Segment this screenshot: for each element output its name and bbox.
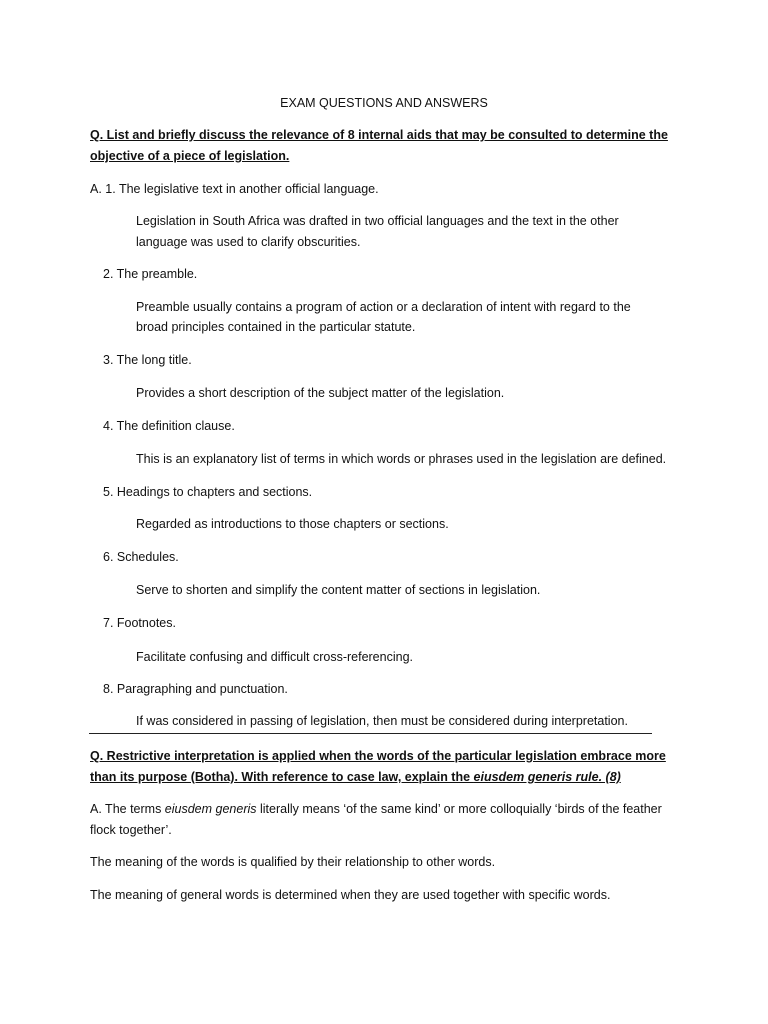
answer-2-line-1 — [90, 801, 662, 817]
answer-item-body: language was used to clarify obscurities. — [136, 235, 361, 249]
answer-2-line-1-end: literally means ‘of the same kind’ or more colloquially ‘birds of the feather — [256, 802, 662, 816]
answer-item-heading: 7. Footnotes. — [103, 616, 176, 630]
answer-2-line-2: flock together’. — [90, 823, 172, 837]
answer-item-heading: 2. The preamble. — [103, 267, 198, 281]
answer-2-paragraph-2: The meaning of the words is qualified by their relationship to other words. — [90, 855, 496, 869]
answer-item-body: Serve to shorten and simplify the content matter of sections in legislation. — [136, 583, 541, 597]
answer-item-body: Provides a short description of the subject matter of the legislation. — [136, 386, 505, 400]
question-2-line-1: Q. Restrictive interpretation is applied when the words of the particular legislation embrace more — [90, 749, 666, 763]
answer-item-heading: A. 1. The legislative text in another official language. — [90, 182, 379, 196]
answer-item-heading: 3. The long title. — [103, 353, 192, 367]
answer-item-heading: 5. Headings to chapters and sections. — [103, 485, 313, 499]
answer-2-paragraph-3: The meaning of general words is determined when they are used together with specific words. — [90, 888, 611, 902]
answer-2-line-1-start: A. The terms — [90, 802, 165, 816]
answer-item-body: Facilitate confusing and difficult cross-referencing. — [136, 650, 413, 664]
section-divider — [89, 733, 652, 734]
question-2-line-2 — [90, 769, 621, 785]
answer-item-body: If was considered in passing of legislation, then must be considered during interpretation. — [136, 714, 628, 728]
answer-item-heading: 4. The definition clause. — [103, 419, 235, 433]
question-2-rule-name: eiusdem generis rule. (8) — [473, 770, 621, 784]
answer-item-body: Regarded as introductions to those chapters or sections. — [136, 517, 449, 531]
question-2-line-2-text: than its purpose (Botha). With reference to case law, explain the — [90, 770, 474, 784]
answer-2-term: eiusdem generis — [164, 802, 257, 816]
question-1-line-2: objective of a piece of legislation. — [90, 149, 290, 163]
answer-item-body: This is an explanatory list of terms in which words or phrases used in the legislation are defined. — [136, 452, 667, 466]
answer-item-body: Legislation in South Africa was drafted in two official languages and the text in the other — [136, 214, 619, 228]
document-title: EXAM QUESTIONS AND ANSWERS — [280, 96, 488, 110]
answer-item-body: broad principles contained in the particular statute. — [136, 320, 416, 334]
answer-item-heading: 8. Paragraphing and punctuation. — [103, 682, 288, 696]
answer-item-heading: 6. Schedules. — [103, 550, 179, 564]
answer-item-body: Preamble usually contains a program of action or a declaration of intent with regard to the — [136, 300, 631, 314]
question-1-line-1: Q. List and briefly discuss the relevance of 8 internal aids that may be consulted to determine the — [90, 128, 668, 142]
